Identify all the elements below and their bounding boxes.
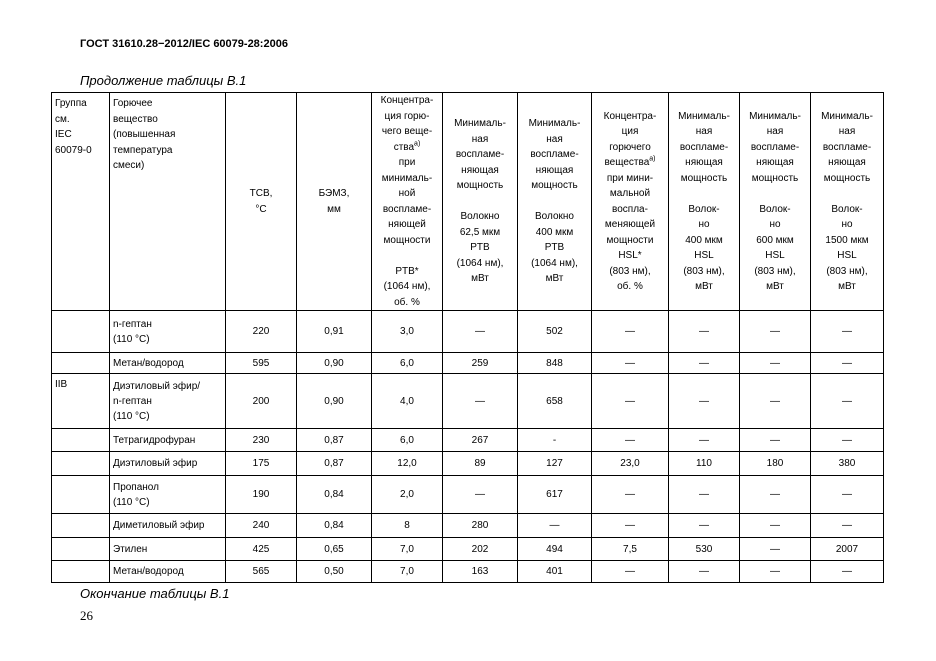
header-line: (1064 нм),: [456, 257, 504, 269]
substance-line: (110 °С): [113, 410, 150, 422]
header-line: воспламе-: [822, 141, 872, 153]
cell-group: [52, 476, 110, 514]
header-line: Волок-: [759, 203, 791, 215]
cell-conc-hsl: —: [592, 353, 669, 374]
cell-conc-hsl: —: [592, 514, 669, 538]
header-line: [814, 186, 880, 202]
header-line: ная: [766, 126, 784, 137]
header-line: мВт: [471, 273, 489, 285]
cell-hsl-600: —: [740, 429, 811, 452]
cell-conc-hsl: —: [592, 561, 669, 583]
header-line: (803 нм),: [826, 265, 868, 277]
cell-hsl-1500: —: [811, 561, 884, 583]
header-line: воспламе-: [382, 203, 432, 215]
header-line: Волокно: [535, 211, 574, 223]
substance-line: Этилен: [113, 543, 148, 555]
header-line: но: [841, 219, 853, 230]
header-line: ТСВ,: [249, 188, 273, 199]
cell-substance: [110, 311, 226, 353]
cell-hsl-600: —: [740, 538, 811, 561]
table-row: [52, 514, 884, 538]
cell-tsv: 200: [226, 374, 297, 429]
substance-line: Тетрагидрофуран: [113, 434, 196, 446]
cell-bemz: 0,90: [297, 374, 372, 429]
header-line: (1064 нм),: [383, 281, 431, 292]
header-line: но: [769, 219, 781, 230]
header-line: Горючее: [113, 98, 153, 109]
header-line: [743, 186, 807, 202]
table-caption-continued: Продолжение таблицы В.1: [80, 73, 247, 88]
cell-min-400: 658: [518, 374, 592, 429]
cell-bemz: 0,91: [297, 311, 372, 353]
header-line: 62,5 мкм: [459, 226, 501, 238]
cell-bemz: 0,87: [297, 452, 372, 476]
header-line: няющей: [388, 219, 426, 230]
cell-bemz: 0,84: [297, 514, 372, 538]
table-header-row: [52, 93, 884, 311]
cell-conc-hsl: —: [592, 476, 669, 514]
header-line: няющая: [685, 157, 723, 168]
header-line: 400 мкм: [685, 234, 723, 246]
header-line: меняющей: [604, 219, 656, 230]
cell-conc-rtb: 4,0: [372, 374, 443, 429]
header-line: няющая: [535, 164, 574, 176]
cell-hsl-1500: —: [811, 311, 884, 353]
cell-group: [52, 353, 110, 374]
header-line: воспламе-: [530, 149, 579, 161]
header-line: мощность: [456, 180, 504, 192]
header-line: IEC: [55, 129, 72, 140]
table-row: [52, 538, 884, 561]
header-line: [446, 194, 514, 210]
header-line: ная: [471, 133, 489, 145]
header-line: 400 мкм: [535, 226, 574, 238]
cell-hsl-1500: 2007: [811, 538, 884, 561]
table-row: [52, 374, 884, 429]
footnote-marker: а): [414, 140, 421, 148]
header-line: воспламе-: [679, 141, 729, 153]
table-row: [52, 452, 884, 476]
substance-line: Метан/водород: [113, 566, 184, 577]
header-tsv: [226, 93, 297, 311]
footnote-marker: а): [649, 155, 656, 163]
header-line: ства$^{а)}$: [393, 140, 421, 153]
cell-hsl-400: 110: [669, 452, 740, 476]
header-line: HSL: [694, 250, 714, 261]
cell-hsl-600: —: [740, 561, 811, 583]
cell-group: [52, 311, 110, 353]
header-line: мальной: [609, 188, 651, 199]
header-line: няющая: [828, 157, 866, 168]
header-line: HSL: [765, 250, 785, 261]
header-line: 60079-0: [55, 144, 92, 156]
header-line: чего веще-: [381, 126, 433, 137]
document-header: ГОСТ 31610.28−2012/IEC 60079-28:2006: [80, 38, 288, 50]
cell-hsl-400: —: [669, 311, 740, 353]
cell-min-62: 280: [443, 514, 518, 538]
header-line: (803 нм),: [683, 265, 725, 277]
header-line: воспламе-: [750, 141, 800, 153]
cell-min-62: —: [443, 374, 518, 429]
substance-line: Диэтиловый эфир: [113, 458, 198, 469]
header-line: мощность: [531, 180, 578, 192]
cell-group: [52, 452, 110, 476]
table-body: [52, 311, 884, 583]
header-line: PTB: [470, 242, 490, 254]
header-line: Волокно: [460, 211, 500, 223]
header-line: мощность: [751, 172, 799, 184]
header-line: Минималь-: [749, 110, 801, 122]
header-min-rtb-62: [443, 93, 518, 311]
cell-min-62: —: [443, 311, 518, 353]
cell-conc-rtb: 6,0: [372, 353, 443, 374]
cell-tsv: 595: [226, 353, 297, 374]
header-line: мВт: [838, 281, 856, 292]
header-line: мощности: [606, 234, 654, 246]
cell-bemz: 0,87: [297, 429, 372, 452]
cell-hsl-1500: 380: [811, 452, 884, 476]
cell-min-400: 617: [518, 476, 592, 514]
header-line: (1064 нм),: [531, 257, 578, 269]
cell-substance: [110, 538, 226, 561]
header-line: няющая: [461, 164, 499, 176]
cell-substance: [110, 353, 226, 374]
cell-hsl-600: —: [740, 514, 811, 538]
cell-hsl-400: —: [669, 429, 740, 452]
header-substance: [110, 93, 226, 311]
header-line: ция: [621, 126, 639, 137]
cell-conc-rtb: 3,0: [372, 311, 443, 353]
page-number: 26: [80, 608, 93, 623]
table-row: [52, 353, 884, 374]
cell-hsl-600: 180: [740, 452, 811, 476]
header-line: (803 нм),: [754, 265, 796, 277]
header-line: мощности: [383, 234, 431, 246]
header-line: Группа: [55, 98, 87, 109]
header-line: мощность: [680, 172, 728, 184]
header-min-hsl-600: [740, 93, 811, 311]
header-bemz: [297, 93, 372, 311]
cell-group: [52, 429, 110, 452]
cell-group: [52, 561, 110, 583]
header-line: ная: [695, 126, 713, 137]
header-line: °С: [255, 203, 267, 215]
cell-tsv: 190: [226, 476, 297, 514]
header-line: но: [698, 219, 710, 230]
header-min-hsl-400: [669, 93, 740, 311]
header-line: при мини-: [606, 172, 654, 184]
cell-conc-hsl: —: [592, 429, 669, 452]
cell-hsl-1500: —: [811, 374, 884, 429]
header-line: мм: [327, 203, 341, 215]
cell-conc-hsl: 7,5: [592, 538, 669, 561]
cell-conc-rtb: 7,0: [372, 538, 443, 561]
cell-group: IIB: [52, 374, 110, 429]
cell-hsl-1500: —: [811, 476, 884, 514]
header-line: горючего: [609, 141, 651, 153]
header-line: Минималь-: [528, 118, 581, 130]
header-line: ция горю-: [384, 110, 430, 122]
header-line: ная: [546, 133, 563, 145]
header-line: мощность: [823, 172, 871, 184]
header-conc-hsl: [592, 93, 669, 311]
cell-hsl-1500: —: [811, 514, 884, 538]
header-line: (повышенная: [113, 129, 176, 140]
cell-conc-hsl: —: [592, 311, 669, 353]
header-line: Концентра-: [380, 95, 434, 106]
header-line: HSL*: [618, 250, 642, 261]
header-line: мВт: [695, 281, 713, 292]
header-min-rtb-400: [518, 93, 592, 311]
cell-tsv: 425: [226, 538, 297, 561]
header-line: БЭМЗ,: [318, 188, 350, 199]
cell-tsv: 565: [226, 561, 297, 583]
cell-min-400: 848: [518, 353, 592, 374]
cell-hsl-1500: —: [811, 353, 884, 374]
cell-min-62: —: [443, 476, 518, 514]
cell-hsl-600: —: [740, 374, 811, 429]
cell-min-62: 267: [443, 429, 518, 452]
cell-hsl-400: 530: [669, 538, 740, 561]
header-line: ной: [398, 188, 416, 199]
header-line: Волок-: [831, 203, 863, 215]
cell-conc-rtb: 7,0: [372, 561, 443, 583]
header-line: при: [398, 157, 416, 168]
header-line: PTB: [544, 242, 565, 254]
substance-line: (110 °С): [113, 333, 150, 345]
header-line: вещества$^{а)}$: [604, 155, 656, 168]
cell-min-62: 259: [443, 353, 518, 374]
substance-line: Метан/водород: [113, 357, 184, 369]
cell-min-400: 401: [518, 561, 592, 583]
header-line: Минималь-: [821, 110, 873, 122]
header-line: воспла-: [612, 203, 648, 215]
cell-hsl-600: —: [740, 476, 811, 514]
cell-min-400: 494: [518, 538, 592, 561]
header-line: мВт: [766, 281, 784, 292]
header-line: Волок-: [688, 203, 720, 215]
cell-tsv: 220: [226, 311, 297, 353]
header-line: 600 мкм: [756, 234, 794, 246]
header-line: смеси): [113, 160, 145, 171]
header-line: об. %: [617, 281, 643, 292]
header-line: минималь-: [381, 172, 433, 184]
cell-hsl-400: —: [669, 374, 740, 429]
cell-min-62: 163: [443, 561, 518, 583]
cell-tsv: 175: [226, 452, 297, 476]
cell-hsl-400: —: [669, 561, 740, 583]
header-line: PTB*: [395, 265, 419, 277]
cell-bemz: 0,50: [297, 561, 372, 583]
cell-substance: [110, 374, 226, 429]
cell-conc-rtb: 6,0: [372, 429, 443, 452]
cell-hsl-600: —: [740, 353, 811, 374]
substance-line: Диметиловый эфир: [113, 520, 205, 531]
header-line: [521, 194, 588, 210]
cell-substance: [110, 452, 226, 476]
cell-substance: [110, 561, 226, 583]
cell-bemz: 0,90: [297, 353, 372, 374]
substance-line: Пропанол: [113, 481, 159, 493]
table-row: [52, 429, 884, 452]
cell-conc-rtb: 2,0: [372, 476, 443, 514]
header-line: об. %: [394, 296, 420, 308]
substance-line: Диэтиловый эфир/: [113, 380, 201, 392]
header-line: мВт: [545, 273, 564, 285]
cell-substance: [110, 514, 226, 538]
cell-min-400: —: [518, 514, 592, 538]
cell-conc-hsl: —: [592, 374, 669, 429]
header-line: см.: [55, 113, 70, 125]
header-min-hsl-1500: [811, 93, 884, 311]
cell-hsl-1500: —: [811, 429, 884, 452]
table-row: [52, 311, 884, 353]
cell-bemz: 0,84: [297, 476, 372, 514]
header-line: ная: [838, 126, 856, 137]
header-line: [375, 248, 439, 264]
cell-conc-hsl: 23,0: [592, 452, 669, 476]
cell-hsl-400: —: [669, 514, 740, 538]
substance-line: n-гептан: [113, 318, 152, 330]
cell-min-400: 502: [518, 311, 592, 353]
header-group: [52, 93, 110, 311]
header-line: Минималь-: [678, 110, 730, 122]
substance-line: (110 °С): [113, 496, 150, 508]
cell-min-62: 202: [443, 538, 518, 561]
header-line: HSL: [837, 250, 857, 261]
cell-bemz: 0,65: [297, 538, 372, 561]
cell-group: [52, 514, 110, 538]
cell-substance: [110, 429, 226, 452]
header-line: воспламе-: [455, 149, 505, 161]
substance-line: n-гептан: [113, 395, 152, 407]
header-line: вещество: [113, 113, 158, 125]
cell-conc-rtb: 12,0: [372, 452, 443, 476]
cell-min-400: 127: [518, 452, 592, 476]
table-row: [52, 476, 884, 514]
header-line: няющая: [756, 157, 794, 168]
cell-tsv: 240: [226, 514, 297, 538]
header-line: температура: [113, 144, 173, 156]
header-conc-rtb: [372, 93, 443, 311]
cell-group: [52, 538, 110, 561]
header-line: Концентра-: [603, 110, 657, 122]
cell-min-62: 89: [443, 452, 518, 476]
cell-hsl-400: —: [669, 476, 740, 514]
header-line: (803 нм),: [609, 265, 651, 277]
header-line: Минималь-: [454, 118, 506, 130]
cell-tsv: 230: [226, 429, 297, 452]
table-caption-end: Окончание таблицы В.1: [80, 586, 230, 601]
header-line: 1500 мкм: [825, 234, 869, 246]
data-table: [51, 92, 884, 583]
table-row: [52, 561, 884, 583]
header-line: [672, 186, 736, 202]
cell-hsl-600: —: [740, 311, 811, 353]
cell-substance: [110, 476, 226, 514]
cell-min-400: -: [518, 429, 592, 452]
cell-hsl-400: —: [669, 353, 740, 374]
cell-conc-rtb: 8: [372, 514, 443, 538]
